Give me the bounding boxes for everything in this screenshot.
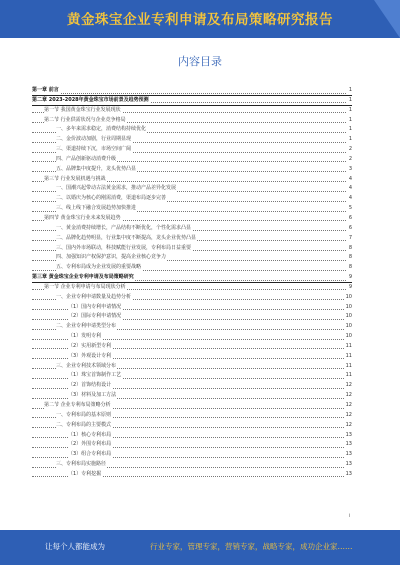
toc-entry[interactable] (32, 303, 352, 313)
toc-entry-page: 9 (348, 273, 352, 283)
toc-entry-page: 11 (345, 352, 352, 362)
toc-entry-label: （1）珠宝首饰制作工艺 (68, 371, 122, 381)
toc-entry[interactable] (32, 401, 352, 411)
toc-entry-page: 13 (345, 460, 352, 470)
toc-entry-page: 13 (345, 470, 352, 480)
toc-entry-page: 8 (348, 244, 352, 254)
toc-entry-label: 三、线上线下融合发展趋势加快推进 (56, 204, 137, 214)
toc-entry-label: （1）发明专利 (68, 332, 102, 342)
toc-entry-label: 三、企业专利技术领域分布 (56, 362, 117, 372)
toc-entry-label: （2）实用新型专利 (68, 342, 112, 352)
toc-entry[interactable] (32, 194, 352, 204)
toc-entry-label: 二、企业专利申请类型分布 (56, 322, 117, 332)
toc-entry-label: 四、加强知识产权保护意识，提高企业核心竞争力 (56, 253, 167, 263)
report-title: 黄金珠宝企业专利申请及布局策略研究报告 (67, 12, 333, 28)
toc-entry-page: 12 (345, 391, 352, 401)
toc-entry[interactable] (32, 125, 352, 135)
toc-entry[interactable] (32, 135, 352, 145)
toc-entry[interactable] (32, 145, 352, 155)
toc-entry-page: 2 (348, 155, 352, 165)
toc-entry-page: 1 (348, 96, 352, 106)
toc-entry-page: 9 (348, 283, 352, 293)
toc-entry[interactable] (32, 312, 352, 322)
toc-entry-page: 6 (348, 224, 352, 234)
toc-entry[interactable] (32, 165, 352, 175)
toc-entry-page: 11 (345, 371, 352, 381)
toc-entry-label: （1）专利挖掘 (68, 470, 102, 480)
toc-entry-page: 3 (348, 165, 352, 175)
toc-entry[interactable] (32, 86, 352, 96)
toc-entry[interactable] (32, 116, 352, 126)
toc-entry-label: 三、渠道持续下沉，市场空间广阔 (56, 145, 132, 155)
toc-entry[interactable] (32, 293, 352, 303)
toc-entry-label: （1）核心专利布局 (68, 431, 112, 441)
toc-entry[interactable] (32, 106, 352, 116)
toc-entry[interactable] (32, 381, 352, 391)
toc-entry[interactable] (32, 283, 352, 293)
toc-entry-page: 10 (345, 293, 352, 303)
toc-entry-page: 7 (348, 234, 352, 244)
toc-entry[interactable] (32, 371, 352, 381)
toc-entry[interactable] (32, 155, 352, 165)
toc-entry-page: 13 (345, 431, 352, 441)
toc-entry[interactable] (32, 214, 352, 224)
toc-entry-label: （2）首饰结构设计 (68, 381, 112, 391)
toc-entry[interactable] (32, 224, 352, 234)
toc-entry-page: 10 (345, 303, 352, 313)
toc-entry[interactable] (32, 362, 352, 372)
toc-entry[interactable] (32, 263, 352, 273)
toc-entry[interactable] (32, 431, 352, 441)
toc-entry-page: 11 (345, 342, 352, 352)
toc-entry-label: 一、国潮兴起带动古法黄金需求，推动产品差异化发展 (56, 184, 177, 194)
toc-leader-dots (32, 93, 346, 94)
page-number: I (348, 514, 350, 519)
footer-slogan-left: 让每个人都能成为 (45, 542, 105, 551)
toc-entry-page: 5 (348, 204, 352, 214)
toc-entry-page: 10 (345, 322, 352, 332)
toc-entry-label: 二、专利布局的主要模式 (56, 421, 112, 431)
toc-entry-page: 2 (348, 145, 352, 155)
toc-entry-page: 12 (345, 381, 352, 391)
toc-entry-label: 一、多年来需求稳定，消费结构持续优化 (56, 125, 147, 135)
toc-entry-page: 4 (348, 175, 352, 185)
toc-entry[interactable] (32, 391, 352, 401)
toc-entry-label: 二、以婚庆为核心的刚需消费，渠道布局逐步完善 (56, 194, 167, 204)
toc-entry-label: 五、专利布局成为企业发展的重要战略 (56, 263, 142, 273)
toc-entry-label: 第二节 企业专利布局策略分析 (44, 401, 112, 411)
toc-entry-page: 13 (345, 440, 352, 450)
toc-entry[interactable] (32, 253, 352, 263)
toc-entry-page: 11 (345, 362, 352, 372)
toc-heading: 内容目录 (178, 55, 222, 68)
toc-entry-page: 8 (348, 263, 352, 273)
toc-entry-page: 1 (348, 86, 352, 96)
toc-entry-label: 第三章 黄金珠宝企业专利申请及布局策略研究 (32, 273, 135, 283)
toc-entry-page: 1 (348, 135, 352, 145)
toc-entry-page: 10 (345, 332, 352, 342)
toc-entry[interactable] (32, 411, 352, 421)
table-of-contents (32, 86, 352, 480)
toc-entry[interactable] (32, 421, 352, 431)
toc-entry-page: 1 (348, 106, 352, 116)
toc-entry-page: 1 (348, 116, 352, 126)
toc-entry[interactable] (32, 96, 352, 106)
toc-entry[interactable] (32, 234, 352, 244)
toc-entry-page: 1 (348, 125, 352, 135)
footer-slogan-right: 行业专家，管理专家，营销专家，战略专家，成功企业家…… (150, 542, 353, 551)
toc-entry-page: 12 (345, 401, 352, 411)
toc-entry-label: 第二章 2023-2028年黄金珠宝市场前景及趋势预测 (32, 96, 150, 106)
toc-entry-label: （3）组合专利布局 (68, 450, 112, 460)
toc-entry-label: 第四节 黄金珠宝行业未来发展趋势 (44, 214, 122, 224)
toc-entry[interactable] (32, 440, 352, 450)
toc-entry-label: 一、企业专利申请数量及趋势分析 (56, 293, 132, 303)
toc-entry[interactable] (32, 204, 352, 214)
toc-entry-label: 第三节 行业发展机遇与挑战 (44, 175, 107, 185)
toc-entry-label: 第一章 前言 (32, 86, 60, 96)
toc-entry[interactable] (32, 450, 352, 460)
toc-entry[interactable] (32, 184, 352, 194)
toc-entry-label: 一、专利布局的基本原则 (56, 411, 112, 421)
toc-entry-label: （2）外围专利布局 (68, 440, 112, 450)
toc-entry[interactable] (32, 273, 352, 283)
toc-entry-page: 6 (348, 214, 352, 224)
toc-entry-page: 10 (345, 312, 352, 322)
toc-entry-label: （2）国际专利申请情况 (68, 312, 122, 322)
toc-entry[interactable] (32, 175, 352, 185)
toc-entry-label: 五、品牌集中度提升，龙头优势凸显 (56, 165, 137, 175)
toc-entry-label: 四、产品创新驱动消费升级 (56, 155, 117, 165)
toc-entry-label: 第一节 我国黄金珠宝行业发展现状 (44, 106, 122, 116)
footer-band (0, 530, 400, 565)
toc-entry-label: 二、金价波动加剧，行业周期显现 (56, 135, 132, 145)
toc-entry-label: 三、国内外市场联动，科技赋能行业发展，专利布局日益重要 (56, 244, 192, 254)
toc-entry-page: 4 (348, 184, 352, 194)
toc-entry-label: （3）外观设计专利 (68, 352, 112, 362)
toc-entry-label: 二、品牌化趋势明显，行业集中度不断提高，龙头企业优势凸显 (56, 234, 197, 244)
toc-entry[interactable] (32, 352, 352, 362)
toc-entry-page: 4 (348, 194, 352, 204)
toc-entry[interactable] (32, 332, 352, 342)
toc-entry[interactable] (32, 244, 352, 254)
toc-entry-label: （3）材料及加工方法 (68, 391, 117, 401)
toc-entry-page: 12 (345, 421, 352, 431)
toc-entry[interactable] (32, 322, 352, 332)
toc-entry-label: （1）国内专利申请情况 (68, 303, 122, 313)
toc-entry-label: 三、专利布局实施路径 (56, 460, 107, 470)
toc-entry-label: 第二节 行业供需状况与企业竞争格局 (44, 116, 127, 126)
toc-entry[interactable] (32, 470, 352, 480)
toc-entry-label: 第一节 企业专利申请与布局现状分析 (44, 283, 127, 293)
toc-entry-page: 8 (348, 253, 352, 263)
toc-entry-label: 一、黄金消费持续增长，产品结构不断优化，个性化需求凸显 (56, 224, 192, 234)
toc-entry[interactable] (32, 342, 352, 352)
toc-entry[interactable] (32, 460, 352, 470)
toc-entry-page: 12 (345, 411, 352, 421)
toc-entry-page: 13 (345, 450, 352, 460)
